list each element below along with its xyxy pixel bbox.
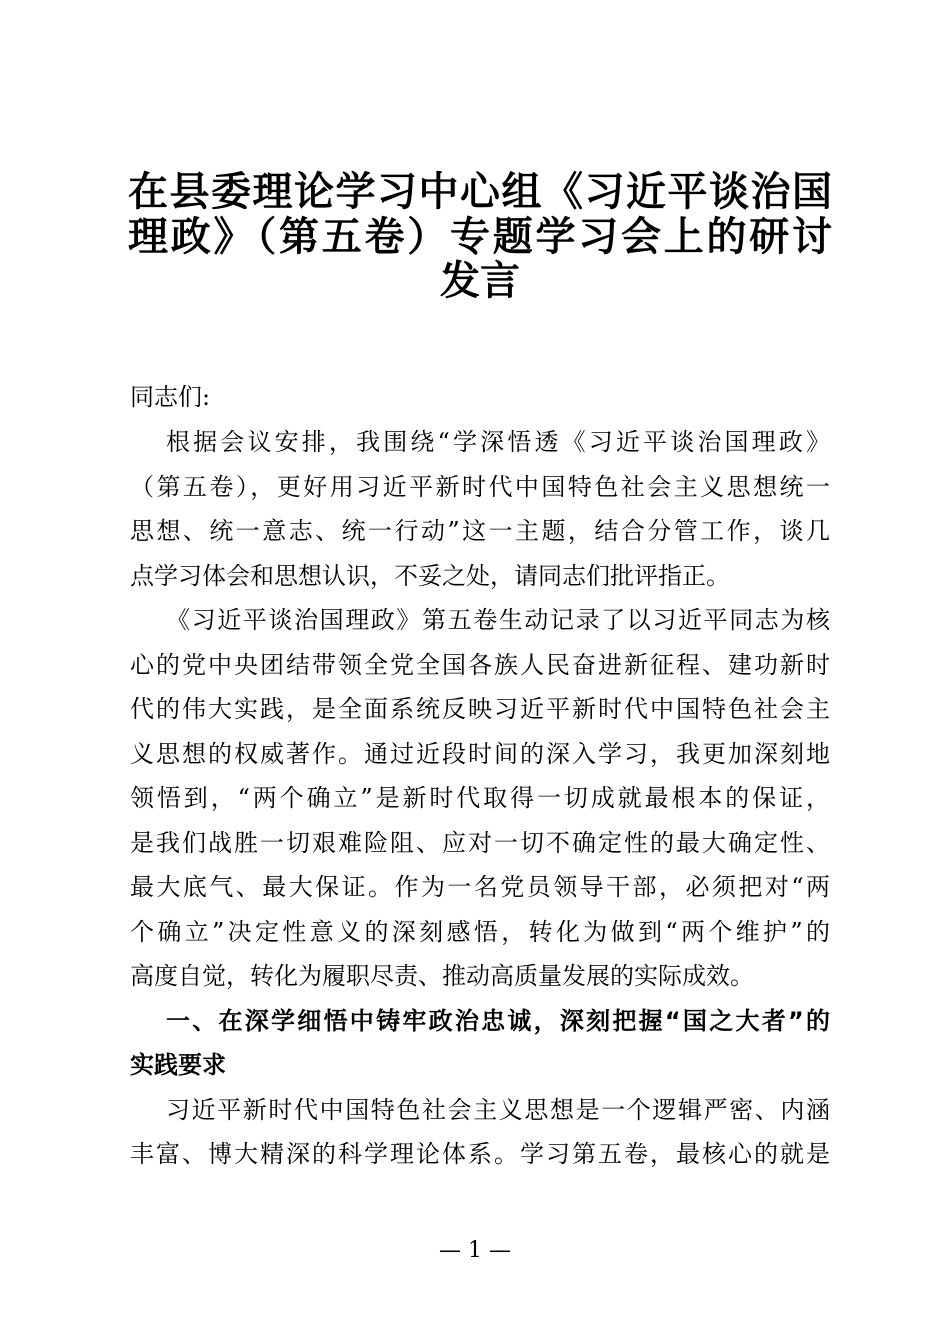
page-number: — 1 — bbox=[439, 1238, 511, 1263]
text-line: 代的伟大实践，是全面系统反映习近平新时代中国特色社会主 bbox=[130, 695, 830, 723]
text-line: 义思想的权威著作。通过近段时间的深入学习，我更加深刻地 bbox=[130, 739, 830, 768]
paragraph-section-1 bbox=[130, 1088, 830, 1177]
text-line: （第五卷），更好用习近平新时代中国特色社会主义思想统一 bbox=[130, 472, 830, 501]
section-heading-1 bbox=[130, 999, 830, 1088]
document-title bbox=[128, 170, 832, 304]
text-line: 根据会议安排，我围绕“学深悟透《习近平谈治国理政》 bbox=[166, 428, 830, 456]
paragraph-overview bbox=[130, 598, 830, 999]
text-line: 丰富、博大精深的科学理论体系。学习第五卷，最核心的就是 bbox=[130, 1140, 830, 1168]
text-line: 高度自觉，转化为履职尽责、推动高质量发展的实际成效。 bbox=[130, 962, 754, 990]
text-line: 习近平新时代中国特色社会主义思想是一个逻辑严密、内涵 bbox=[166, 1095, 830, 1124]
salutation: 同志们: bbox=[130, 383, 211, 411]
text-line: 是我们战胜一切艰难险阻、应对一切不确定性的最大确定性、 bbox=[130, 828, 830, 857]
title-line: 理政》（第五卷）专题学习会上的研讨 bbox=[128, 213, 832, 260]
text-line: 领悟到，“两个确立”是新时代取得一切成就最根本的保证， bbox=[130, 784, 830, 812]
heading-line: 一、在深学细悟中铸牢政治忠诚，深刻把握“国之大者”的 bbox=[166, 1006, 830, 1035]
title-line: 在县委理论学习中心组《习近平谈治国 bbox=[128, 169, 832, 215]
text-line: 最大底气、最大保证。作为一名党员领导干部，必须把对“两 bbox=[130, 873, 830, 901]
title-line: 发言 bbox=[440, 258, 520, 304]
text-line: 心的党中央团结带领全党全国各族人民奋进新征程、建功新时 bbox=[130, 650, 830, 679]
text-line: 《习近平谈治国理政》第五卷生动记录了以习近平同志为核 bbox=[166, 606, 830, 634]
document-body bbox=[130, 374, 830, 1177]
text-line: 思想、统一意志、统一行动”这一主题，结合分管工作，谈几 bbox=[130, 517, 830, 545]
text-line: 点学习体会和思想认识，不妥之处，请同志们批评指正。 bbox=[130, 561, 730, 590]
paragraph-intro bbox=[130, 420, 830, 598]
text-line: 个确立”决定性意义的深刻感悟，转化为做到“两个维护”的 bbox=[130, 917, 830, 946]
heading-line: 实践要求 bbox=[130, 1051, 226, 1079]
